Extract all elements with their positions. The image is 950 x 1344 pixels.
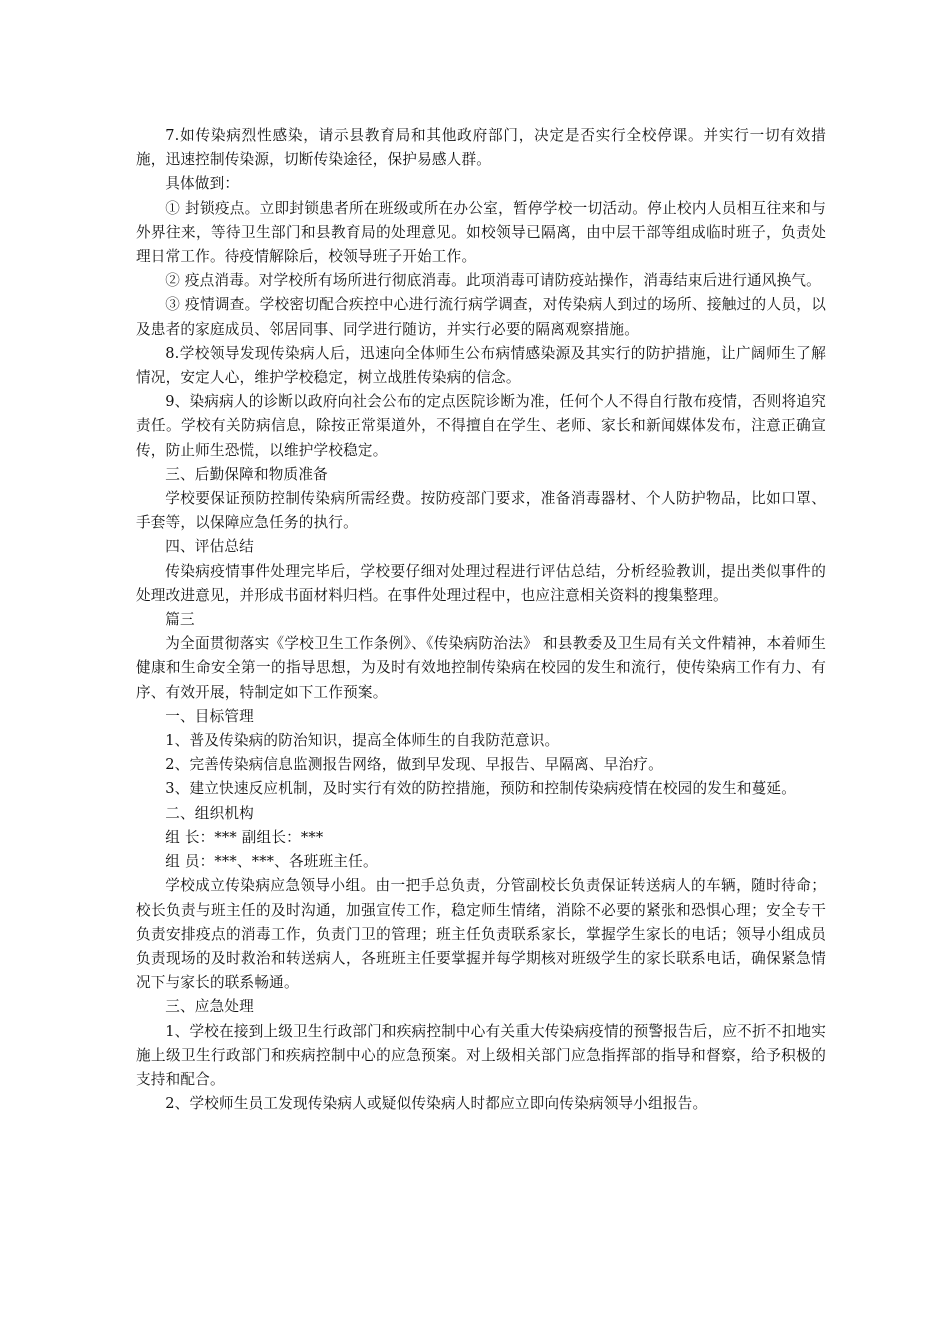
paragraph-item-8: 8.学校领导发现传染病人后，迅速向全体师生公布病情感染源及其实行的防护措施，让广阔师生了解情况，安定人心，维护学校稳定，树立战胜传染病的信念。: [136, 344, 826, 387]
paragraph-emergency-1: 1、学校在接到上级卫生行政部门和疾病控制中心有关重大传染病疫情的预警报告后，应不折不扣地实施上级卫生行政部门和疾病控制中心的应急预案。对上级相关部门应急指挥部的指导和督察，给予积极的支持和配合。: [136, 1022, 826, 1088]
paragraph-measure-3: ③ 疫情调查。学校密切配合疾控中心进行流行病学调查，对传染病人到过的场所、接触过的人员，以及患者的家庭成员、邻居同事、同学进行随访，并实行必要的隔离观察措施。: [136, 296, 826, 338]
paragraph-specific-measures: 具体做到：: [165, 175, 240, 193]
paragraph-evaluation: 传染病疫情事件处理完毕后，学校要仔细对处理过程进行评估总结，分析经验教训，提出类似事件的处理改进意见，并形成书面材料归档。在事件处理过程中，也应注意相关资料的搜集整理。: [136, 562, 826, 604]
section-heading-goals: 一、目标管理: [165, 707, 254, 725]
paragraph-logistics: 学校要保证预防控制传染病所需经费。按防疫部门要求，准备消毒器材、个人防护物品，比如口罩、手套等，以保障应急任务的执行。: [136, 490, 826, 532]
section-heading-organization: 二、组织机构: [165, 804, 254, 822]
paragraph-item-9: 9、染病病人的诊断以政府向社会公布的定点医院诊断为准，任何个人不得自行散布疫情，否则将追究责任。学校有关防病信息，除按正常渠道外，不得擅自在学生、老师、家长和新闻媒体发布，注意正确宣传，防止师生恐慌，以维护学校稳定。: [136, 393, 826, 459]
section-heading-logistics: 三、后勤保障和物质准备: [165, 465, 328, 483]
paragraph-item-7: 7.如传染病烈性感染，请示县教育局和其他政府部门，决定是否实行全校停课。并实行一切有效措施，迅速控制传染源，切断传染途径，保护易感人群。: [136, 127, 826, 169]
paragraph-measure-2: ② 疫点消毒。对学校所有场所进行彻底消毒。此项消毒可请防疫站操作，消毒结束后进行通风换气。: [165, 272, 821, 290]
paragraph-emergency-2: 2、学校师生员工发现传染病人或疑似传染病人时都应立即向传染病领导小组报告。: [165, 1095, 708, 1113]
chapter-heading-part-three: 篇三: [165, 611, 195, 629]
section-heading-evaluation: 四、评估总结: [165, 538, 254, 556]
section-heading-emergency: 三、应急处理: [165, 998, 254, 1016]
paragraph-goal-1: 1、普及传染病的防治知识，提高全体师生的自我防范意识。: [165, 732, 560, 750]
paragraph-intro: 为全面贯彻落实《学校卫生工作条例》、《传染病防治法》 和县教委及卫生局有关文件精神，本着师生健康和生命安全第一的指导思想，为及时有效地控制传染病在校园的发生和流行，使传染病工作有力、有序、有效开展，特制定如下工作预案。: [136, 635, 826, 701]
document-page: [136, 124, 826, 1116]
paragraph-team-duties: 学校成立传染病应急领导小组。由一把手总负责，分管副校长负责保证转送病人的车辆，随时待命；校长负责与班主任的及时沟通，加强宣传工作，稳定师生情绪，消除不必要的紧张和恐惧心理；安全专干负责安排疫点的消毒工作，负责门卫的管理；班主任负责联系家长，掌握学生家长的电话；领导小组成员负责现场的及时救治和转送病人，各班班主任要掌握并每学期核对班级学生的家长联系电话，确保紧急情况下与家长的联系畅通。: [136, 877, 826, 992]
paragraph-goal-3: 3、建立快速反应机制，及时实行有效的防控措施，预防和控制传染病疫情在校园的发生和蔓延。: [165, 780, 797, 798]
paragraph-members: 组 员：***、***、各班班主任。: [165, 853, 378, 871]
paragraph-goal-2: 2、完善传染病信息监测报告网络，做到早发现、早报告、早隔离、早治疗。: [165, 756, 663, 774]
paragraph-measure-1: ① 封锁疫点。立即封锁患者所在班级或所在办公室，暂停学校一切活动。停止校内人员相互往来和与外界往来，等待卫生部门和县教育局的处理意见。如校领导已隔离，由中层干部等组成临时班子，负责处理日常工作。待疫情解除后，校领导班子开始工作。: [136, 199, 826, 266]
paragraph-leaders: 组 长：*** 副组长：***: [165, 828, 324, 846]
